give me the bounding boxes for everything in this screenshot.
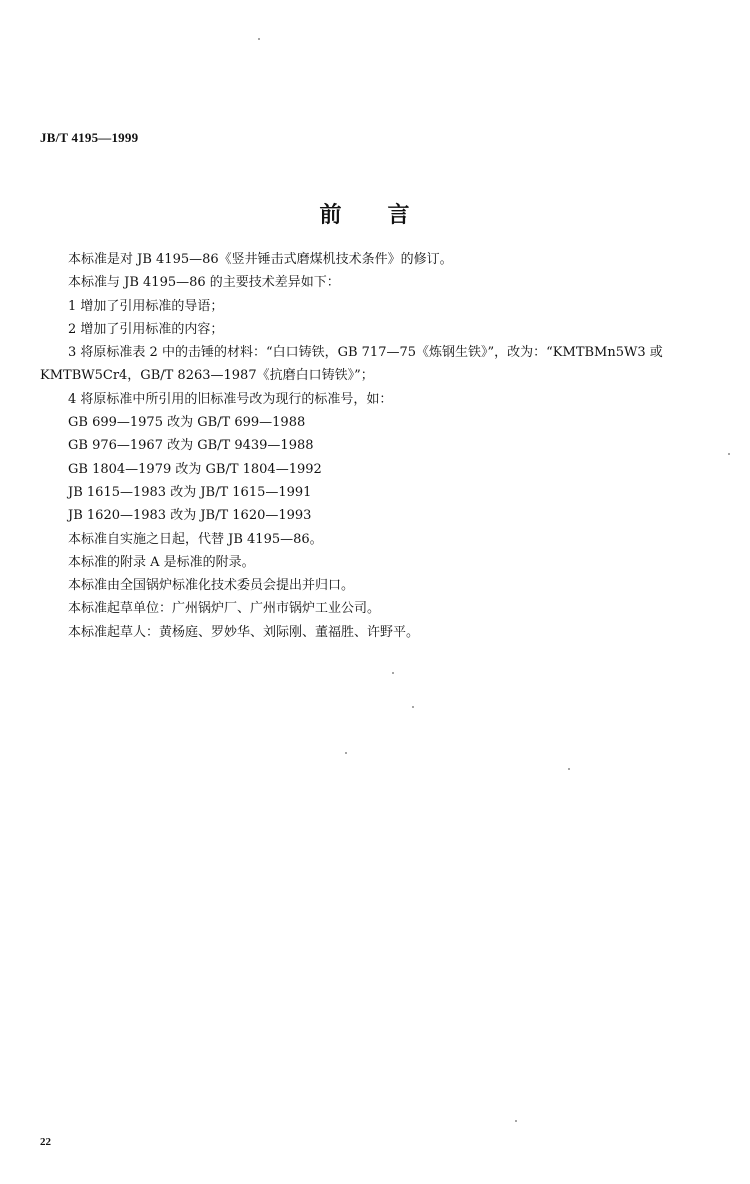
scan-speck [728, 453, 730, 455]
standard-replacement: JB 1615—1983 改为 JB/T 1615—1991 [68, 484, 312, 500]
page-number: 22 [40, 1136, 51, 1148]
paragraph: 本标准与 JB 4195—86 的主要技术差异如下： [68, 275, 340, 291]
scan-speck [568, 768, 570, 770]
scan-speck [345, 752, 347, 754]
document-body [40, 248, 740, 644]
list-item: 3 将原标准表 2 中的击锤的材料：“白口铸铁，GB 717—75《炼钢生铁》”，改为：“KMTBMn5W3 或 KMTBW5Cr4，GB/T 8263—1987《抗磨白口铸铁》”； [40, 345, 663, 384]
scan-speck [392, 672, 394, 674]
scan-speck [258, 38, 260, 40]
paragraph: 本标准起草单位：广州锅炉厂、广州市锅炉工业公司。 [68, 601, 381, 617]
paragraph: 本标准是对 JB 4195—86《竖井锤击式磨煤机技术条件》的修订。 [68, 252, 453, 267]
document-code: JB/T 4195—1999 [40, 130, 139, 145]
list-item: 1 增加了引用标准的导语； [68, 298, 224, 314]
section-title: 前言 [319, 203, 456, 228]
standard-replacement: JB 1620—1983 改为 JB/T 1620—1993 [68, 508, 312, 524]
list-item: 4 将原标准中所引用的旧标准号改为现行的标准号，如： [68, 391, 393, 407]
standard-replacement: GB 976—1967 改为 GB/T 9439—1988 [68, 438, 314, 454]
paragraph: 本标准起草人：黄杨庭、罗妙华、刘际刚、董福胜、许野平。 [68, 624, 420, 640]
scan-speck [515, 1120, 517, 1122]
paragraph: 本标准的附录 A 是标准的附录。 [68, 554, 255, 570]
standard-replacement: GB 1804—1979 改为 GB/T 1804—1992 [68, 461, 322, 477]
paragraph: 本标准由全国锅炉标准化技术委员会提出并归口。 [68, 578, 355, 594]
list-item: 2 增加了引用标准的内容； [68, 321, 224, 337]
scan-speck [412, 706, 414, 708]
standard-replacement: GB 699—1975 改为 GB/T 699—1988 [68, 415, 306, 431]
paragraph: 本标准自实施之日起，代替 JB 4195—86。 [68, 531, 323, 547]
